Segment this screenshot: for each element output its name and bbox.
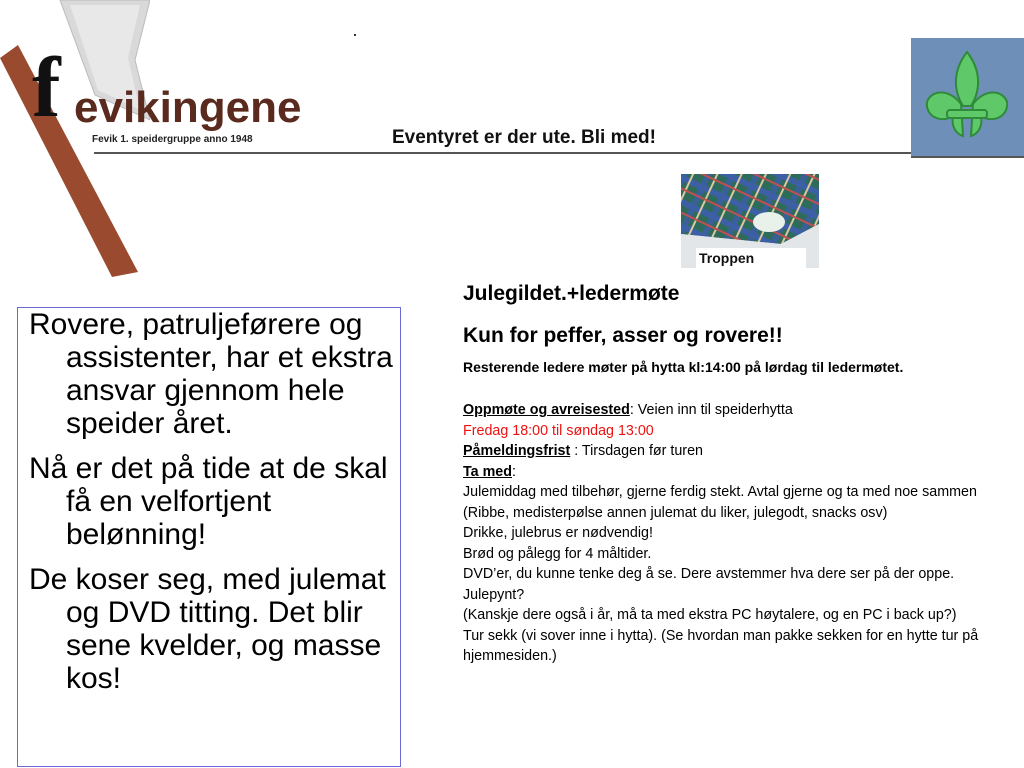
bring-item: (Kanskje dere også i år, må ta med ekstra PC høytalere, og en PC i back up?) bbox=[463, 607, 957, 623]
event-details bbox=[463, 280, 1018, 667]
bring-item: Julepynt? bbox=[463, 586, 525, 603]
bring-item: Drikke, julebrus er nødvendig! bbox=[463, 525, 653, 541]
deadline-label: Påmeldingsfrist bbox=[463, 443, 571, 459]
bring-item: Brød og pålegg for 4 måltider. bbox=[463, 545, 652, 562]
meeting-value: : Veien inn til speiderhytta bbox=[629, 402, 793, 418]
troop-photo bbox=[681, 174, 819, 268]
left-text-box bbox=[17, 307, 401, 767]
photo-label: Troppen bbox=[696, 248, 806, 268]
leader-note: Resterende ledere møter på hytta kl:14:00 på lørdag til ledermøtet. bbox=[463, 359, 904, 375]
tagline: Eventyret er der ute. Bli med! bbox=[392, 127, 656, 148]
deadline-value: : Tirsdagen før turen bbox=[570, 443, 703, 459]
event-subtitle: Kun for peffer, asser og rovere!! bbox=[463, 324, 783, 347]
meeting-label: Oppmøte og avreisested bbox=[463, 402, 630, 418]
left-paragraph: Nå er det på tide at de skal få en velfortjent belønning! bbox=[29, 452, 388, 551]
left-paragraph: De koser seg, med julemat og DVD titting. Det blir sene kvelder, og masse kos! bbox=[29, 563, 386, 695]
header-divider bbox=[94, 152, 912, 154]
bring-item: Julemiddag med tilbehør, gjerne ferdig stekt. Avtal gjerne og ta med noe sammen (Ribbe, medisterpølse annen julemat du liker, julegodt, snacks osv) bbox=[463, 484, 977, 521]
bring-line bbox=[463, 462, 1018, 483]
left-paragraph: Rovere, patruljeførere og assistenter, har et ekstra ansvar gjennom hele speider året. bbox=[29, 308, 393, 440]
bring-label: Ta med bbox=[463, 463, 512, 480]
details-list bbox=[463, 400, 1018, 667]
logo-wordmark: evikingene bbox=[74, 83, 302, 132]
event-title: Julegildet.+ledermøte bbox=[463, 282, 680, 305]
bring-colon: : bbox=[512, 463, 516, 480]
scout-emblem bbox=[911, 38, 1024, 158]
fleur-de-lis-icon bbox=[911, 38, 1024, 156]
decorative-dot bbox=[354, 34, 356, 36]
bring-item: Tur sekk (vi sover inne i hytta). (Se hvordan man pakke sekken for en hytte tur på hjemmesiden.) bbox=[463, 627, 979, 664]
logo-letter-f: f bbox=[32, 39, 61, 135]
deadline-line bbox=[463, 441, 1018, 462]
bring-item: DVD’er, du kunne tenke deg å se. Dere avstemmer hva dere ser på der oppe. bbox=[463, 566, 955, 582]
time-line: Fredag 18:00 til søndag 13:00 bbox=[463, 422, 654, 439]
logo-subtitle: Fevik 1. speidergruppe anno 1948 bbox=[92, 134, 253, 145]
meeting-line bbox=[463, 400, 1018, 421]
